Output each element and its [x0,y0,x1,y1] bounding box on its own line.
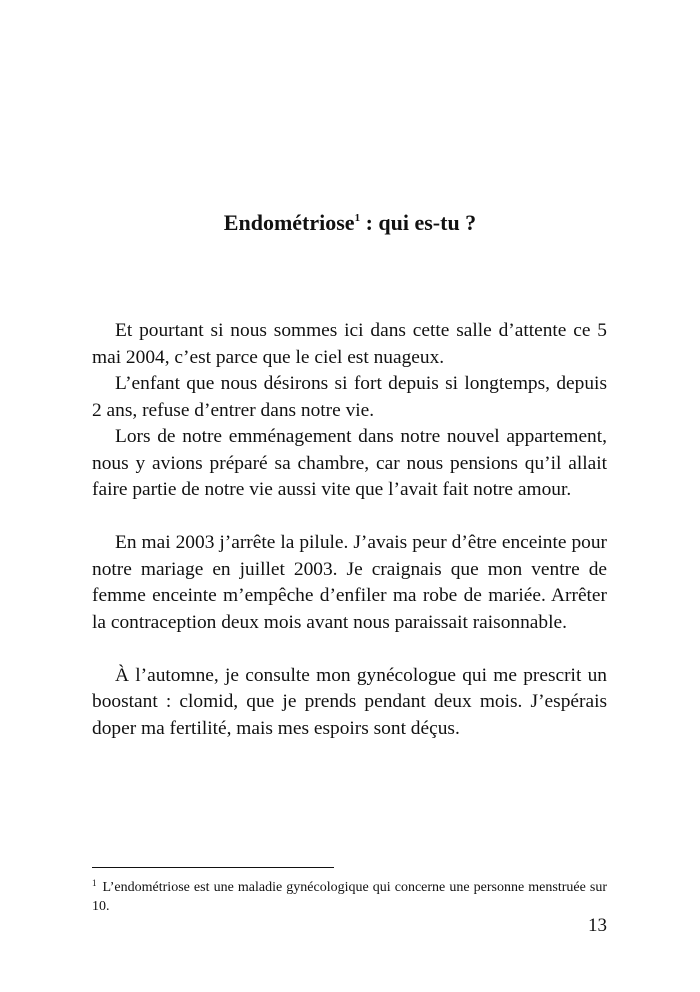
paragraph: À l’automne, je consulte mon gynécologue qui me prescrit un boostant : clomid, que je prends pendant deux mois. J’espérais doper ma fertilité, mais mes espoirs sont déçus. [92,664,607,739]
chapter-title-suffix: : qui es-tu ? [360,210,477,235]
paragraph: Lors de notre emménagement dans notre nouvel appartement, nous y avions préparé sa chambre, car nous pensions qu’il allait faire partie de notre vie aussi vite que l’avait fait notre amour. [92,426,607,500]
paragraph: Et pourtant si nous sommes ici dans cette salle d’attente ce 5 mai 2004, c’est parce que le ciel est nuageux. [92,320,607,368]
footnote-reference[interactable]: 1 [354,212,361,224]
footnote-text: L’endométriose est une maladie gynécologique qui concerne une personne menstruée sur 10. [92,880,607,914]
page-number: 13 [588,915,607,936]
paragraph: L’enfant que nous désirons si fort depuis si longtemps, depuis 2 ans, refuse d’entrer dans notre vie. [92,373,607,421]
footnote-marker: 1 [92,878,97,888]
body-text [92,318,607,742]
footnote-divider [92,867,334,868]
chapter-title [0,208,700,238]
chapter-title-text: Endométriose [223,210,355,235]
footnote [92,878,607,916]
paragraph: En mai 2003 j’arrête la pilule. J’avais peur d’être enceinte pour notre mariage en juillet 2003. Je craignais que mon ventre de femme enceinte m’empêche d’enfiler ma robe de mariée. Arrêter la contraception deux mois avant nous paraissait raisonnable. [92,532,607,633]
